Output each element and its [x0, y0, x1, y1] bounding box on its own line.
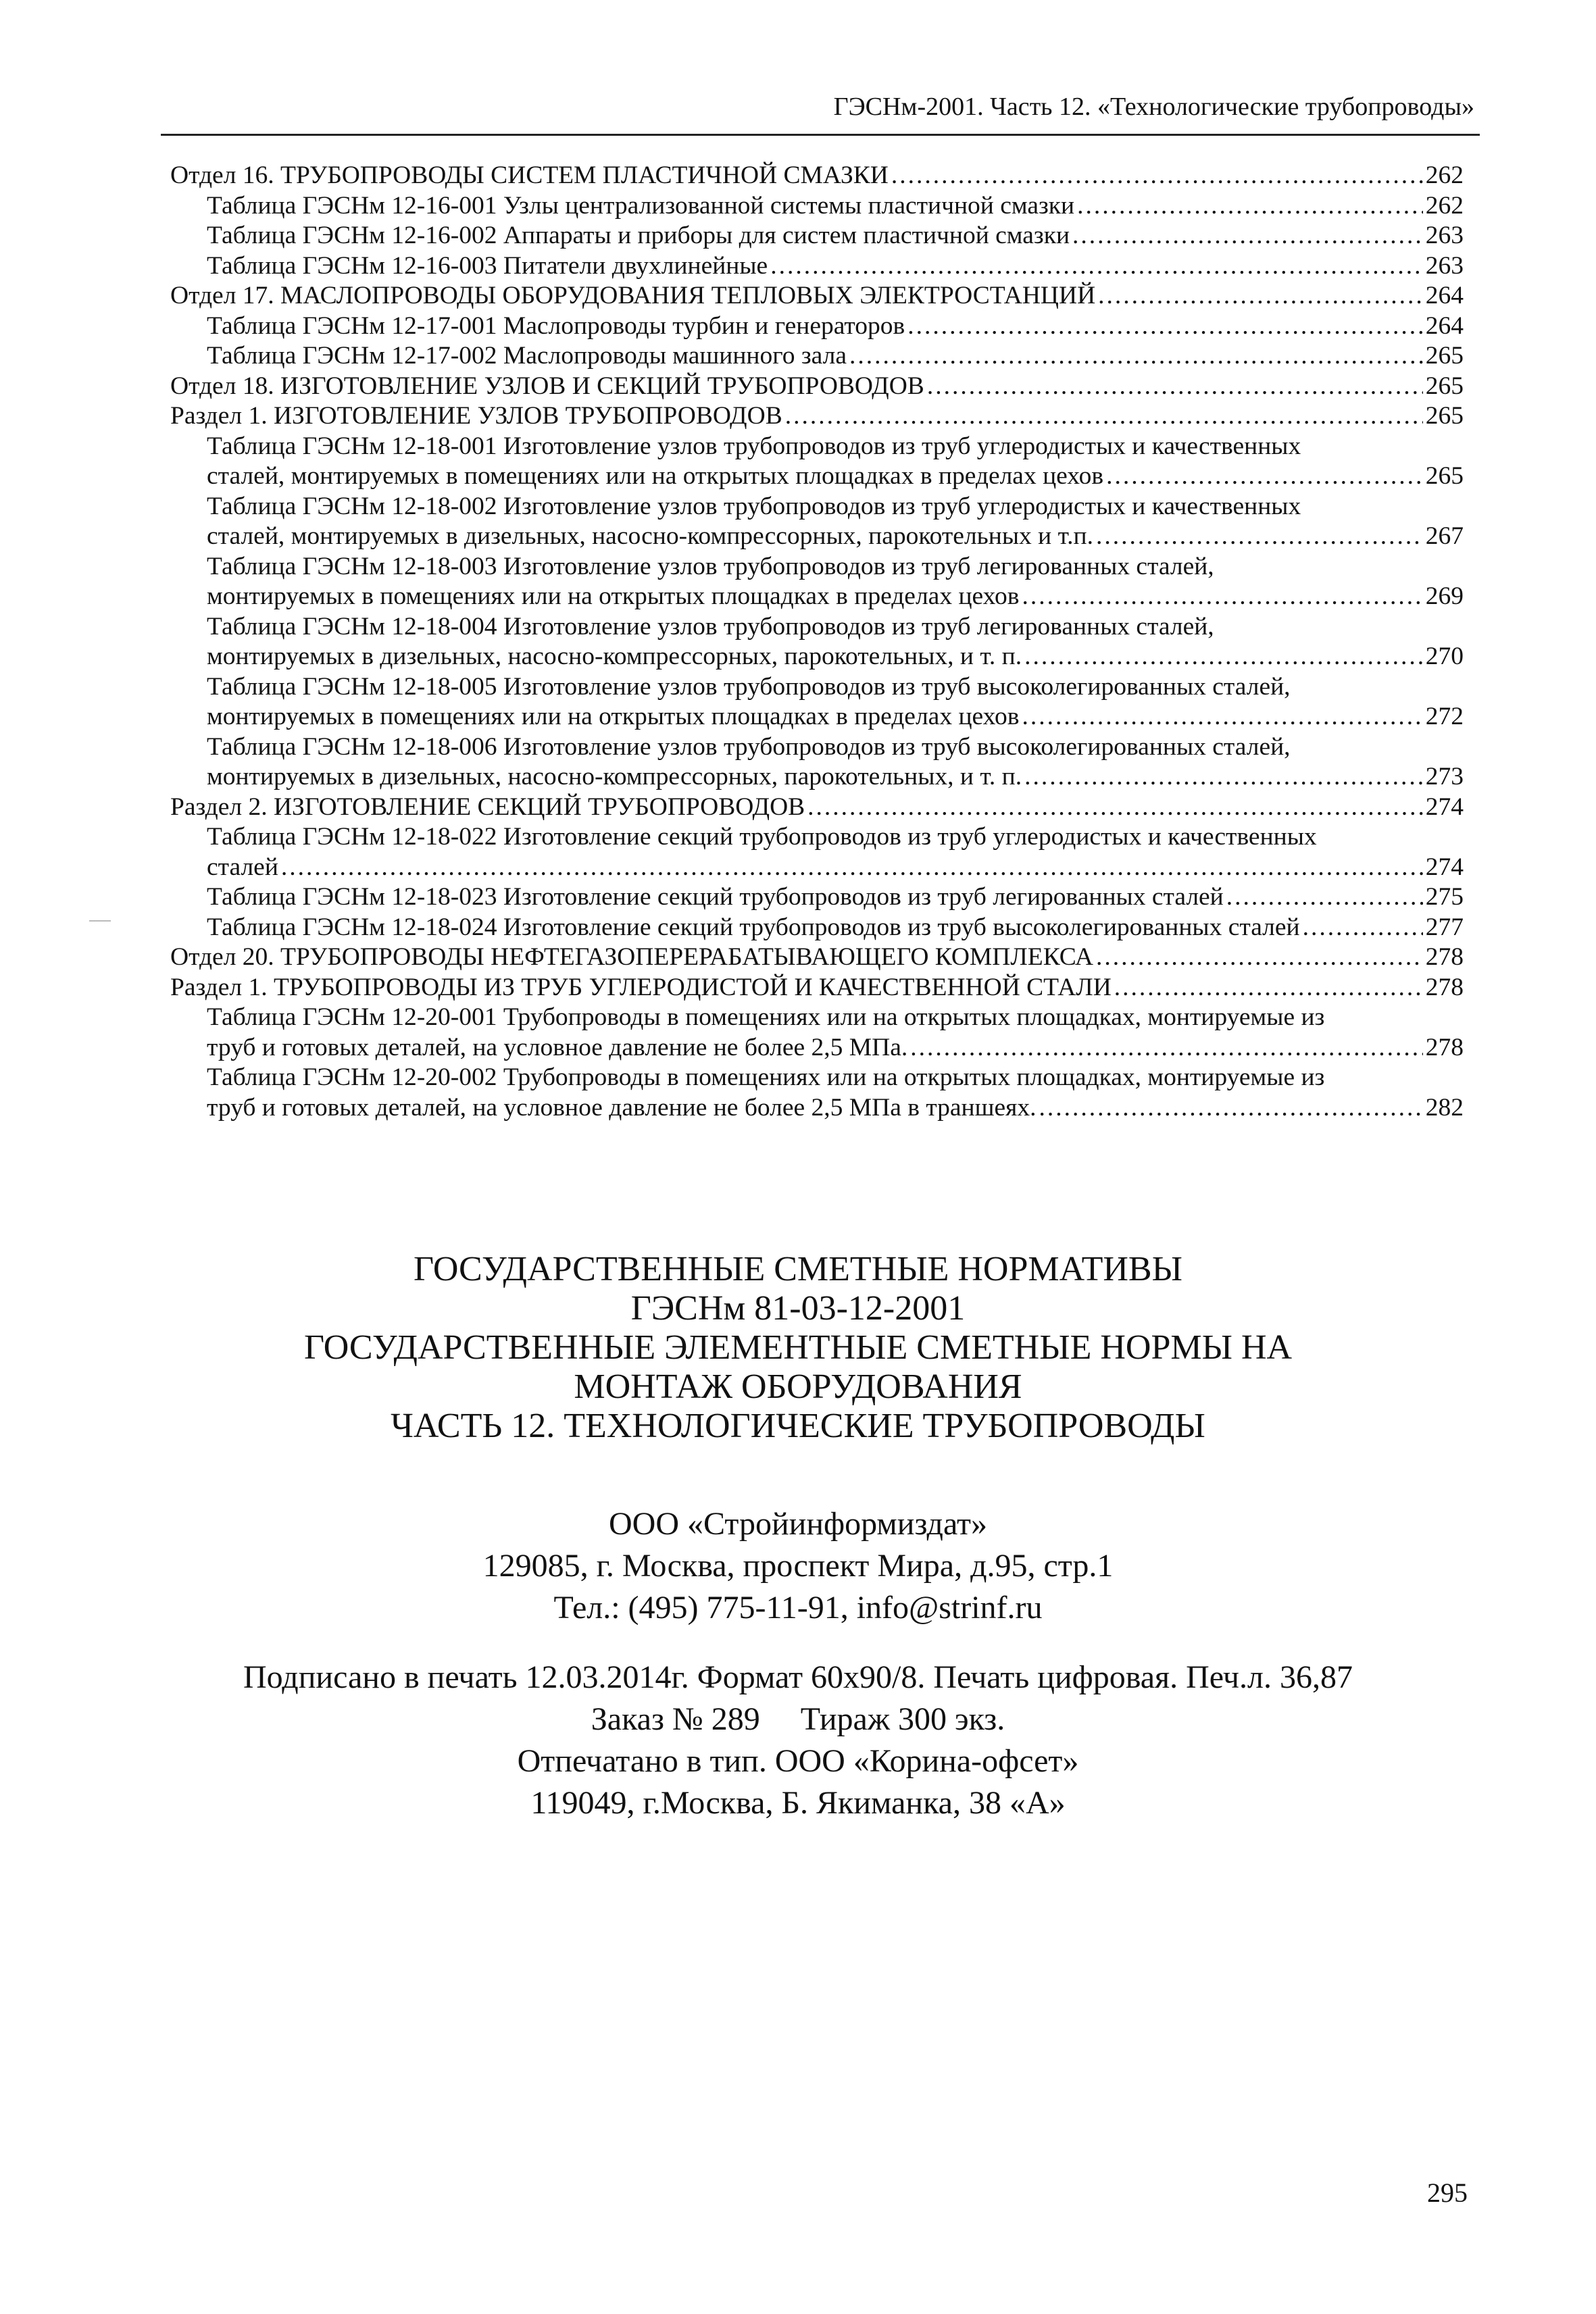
publisher-contacts: Тел.: (495) 775-11-91, info@strinf.ru — [553, 1590, 1043, 1626]
toc-section-entry — [170, 161, 1464, 191]
toc-table-entry — [170, 1063, 1464, 1123]
toc-section-entry — [170, 281, 1464, 311]
toc-entry-text: Таблица ГЭСНм 12-16-002 Аппараты и приборы для систем пластичной смазки — [207, 222, 1070, 249]
toc-entry-text: Таблица ГЭСНм 12-18-024 Изготовление секций трубопроводов из труб высоколегированных сталей — [207, 913, 1300, 941]
toc-entry-text: Отдел 16. ТРУБОПРОВОДЫ СИСТЕМ ПЛАСТИЧНОЙ СМАЗКИ — [170, 161, 889, 189]
toc-page-number: 278 — [1425, 1033, 1464, 1061]
toc-leader-dots — [907, 311, 1423, 342]
toc-leader-dots — [1106, 461, 1423, 492]
toc-table-entry — [170, 1003, 1464, 1063]
toc-page-number: 282 — [1425, 1093, 1464, 1122]
toc-leader-dots — [1077, 191, 1423, 222]
toc-entry-lead: Таблица ГЭСНм 12-18-001 Изготовление узлов трубопроводов из труб углеродистых и качественных — [207, 432, 1301, 460]
toc-entry-text: Таблица ГЭСНм 12-16-001 Узлы централизованной системы пластичной смазки — [207, 191, 1075, 220]
toc-entry-lead: Таблица ГЭСНм 12-18-005 Изготовление узлов трубопроводов из труб высоколегированных сталей, — [207, 672, 1291, 701]
toc-leader-dots — [1022, 702, 1422, 732]
toc-entry-lead: Таблица ГЭСНм 12-20-001 Трубопроводы в помещениях или на открытых площадках, монтируемые из — [207, 1003, 1325, 1031]
toc-page-number: 274 — [1425, 793, 1464, 821]
toc-page-number: 277 — [1425, 913, 1464, 941]
toc-table-entry — [170, 612, 1464, 672]
toc-entry-lead: Таблица ГЭСНм 12-18-003 Изготовление узлов трубопроводов из труб легированных сталей, — [207, 552, 1214, 580]
toc-leader-dots — [1303, 913, 1423, 943]
toc-section-entry — [170, 973, 1464, 1003]
title-line: ГОСУДАРСТВЕННЫЕ СМЕТНЫЕ НОРМАТИВЫ — [414, 1250, 1182, 1288]
toc-page-number: 272 — [1425, 703, 1464, 730]
toc-entry-text: Отдел 17. МАСЛОПРОВОДЫ ОБОРУДОВАНИЯ ТЕПЛОВЫХ ЭЛЕКТРОСТАНЦИЙ — [170, 282, 1096, 309]
toc-leader-dots — [1039, 1093, 1423, 1124]
toc-leader-dots — [1096, 522, 1423, 552]
toc-page-number: 263 — [1425, 251, 1464, 280]
toc-page-number: 265 — [1425, 372, 1464, 400]
toc-section-entry — [170, 942, 1464, 973]
toc-table-entry — [170, 672, 1464, 732]
toc-entry-text: труб и готовых деталей, на условное давление не более 2,5 МПа. — [207, 1033, 908, 1061]
toc-page-number: 278 — [1425, 943, 1464, 971]
toc-entry-lead: Таблица ГЭСНм 12-18-006 Изготовление узлов трубопроводов из труб высоколегированных сталей, — [207, 732, 1291, 761]
toc-table-entry — [170, 492, 1464, 552]
toc-leader-dots — [1226, 882, 1423, 913]
toc-leader-dots — [1114, 973, 1423, 1003]
toc-leader-dots — [770, 251, 1423, 282]
toc-leader-dots — [910, 1033, 1423, 1063]
toc-leader-dots — [1098, 281, 1423, 311]
table-of-contents — [170, 161, 1464, 1123]
toc-table-entry — [170, 913, 1464, 943]
toc-page-number: 275 — [1425, 883, 1464, 911]
toc-table-entry — [170, 191, 1464, 222]
toc-entry-text: Раздел 2. ИЗГОТОВЛЕНИЕ СЕКЦИЙ ТРУБОПРОВОДОВ — [170, 793, 805, 821]
toc-table-entry — [170, 341, 1464, 372]
publisher-address: 129085, г. Москва, проспект Мира, д.95, стр.1 — [482, 1548, 1114, 1584]
toc-section-entry — [170, 401, 1464, 432]
title-line: ГЭСНм 81-03-12-2001 — [630, 1289, 966, 1328]
imprint-run: Тираж 300 экз. — [800, 1701, 1005, 1737]
page-number: 295 — [1427, 2178, 1468, 2208]
toc-leader-dots — [849, 341, 1423, 372]
toc-table-entry — [170, 221, 1464, 251]
running-title: ГЭСНм-2001. Часть 12. «Технологические трубопроводы» — [833, 93, 1474, 121]
imprint-block — [0, 1657, 1596, 1824]
imprint-order: Заказ № 289 — [591, 1701, 760, 1737]
toc-entry-text: Таблица ГЭСНм 12-18-023 Изготовление секций трубопроводов из труб легированных сталей — [207, 883, 1224, 911]
title-line: ГОСУДАРСТВЕННЫЕ ЭЛЕМЕНТНЫЕ СМЕТНЫЕ НОРМЫ НА — [303, 1328, 1293, 1367]
toc-page-number: 267 — [1425, 522, 1464, 550]
toc-table-entry — [170, 432, 1464, 492]
toc-table-entry — [170, 311, 1464, 342]
toc-leader-dots — [785, 401, 1423, 432]
title-block — [0, 1250, 1596, 1446]
publisher-name: ООО «Стройинформиздат» — [609, 1506, 987, 1542]
toc-entry-lead: Таблица ГЭСНм 12-18-004 Изготовление узлов трубопроводов из труб легированных сталей, — [207, 612, 1214, 640]
imprint-printer-address: 119049, г.Москва, Б. Якиманка, 38 «А» — [530, 1785, 1066, 1821]
toc-page-number: 269 — [1425, 582, 1464, 610]
toc-leader-dots — [281, 853, 1423, 883]
toc-entry-text: Отдел 20. ТРУБОПРОВОДЫ НЕФТЕГАЗОПЕРЕРАБАТЫВАЮЩЕГО КОМПЛЕКСА — [170, 943, 1094, 971]
toc-page-number: 263 — [1425, 222, 1464, 249]
toc-page-number: 262 — [1425, 161, 1464, 189]
toc-entry-lead: Таблица ГЭСНм 12-18-002 Изготовление узлов трубопроводов из труб углеродистых и качественных — [207, 492, 1301, 520]
toc-leader-dots — [1096, 942, 1423, 973]
toc-leader-dots — [1024, 642, 1423, 672]
toc-entry-text: Таблица ГЭСНм 12-16-003 Питатели двухлинейные — [207, 251, 768, 280]
toc-entry-text: Таблица ГЭСНм 12-17-002 Маслопроводы машинного зала — [207, 342, 847, 370]
toc-table-entry — [170, 552, 1464, 612]
toc-leader-dots — [891, 161, 1423, 191]
imprint-signed: Подписано в печать 12.03.2014г. Формат 60х90/8. Печать цифровая. Печ.л. 36,87 — [243, 1659, 1353, 1695]
toc-page-number: 265 — [1425, 462, 1464, 490]
toc-entry-text: сталей — [207, 853, 278, 881]
toc-entry-text: труб и готовых деталей, на условное давление не более 2,5 МПа в траншеях. — [207, 1093, 1037, 1122]
toc-leader-dots — [927, 372, 1423, 402]
toc-entry-text: Отдел 18. ИЗГОТОВЛЕНИЕ УЗЛОВ И СЕКЦИЙ ТРУБОПРОВОДОВ — [170, 372, 924, 400]
toc-leader-dots — [1072, 221, 1423, 251]
title-line: МОНТАЖ ОБОРУДОВАНИЯ — [574, 1367, 1022, 1406]
toc-entry-text: Раздел 1. ИЗГОТОВЛЕНИЕ УЗЛОВ ТРУБОПРОВОДОВ — [170, 402, 782, 430]
toc-entry-text: сталей, монтируемых в дизельных, насосно-компрессорных, парокотельных и т.п. — [207, 522, 1093, 550]
toc-leader-dots — [1022, 582, 1422, 612]
toc-entry-text: монтируемых в дизельных, насосно-компрессорных, парокотельных, и т. п. — [207, 763, 1022, 790]
toc-entry-text: Таблица ГЭСНм 12-17-001 Маслопроводы турбин и генераторов — [207, 311, 905, 340]
toc-table-entry — [170, 822, 1464, 882]
toc-page-number: 265 — [1425, 402, 1464, 430]
toc-entry-text: Раздел 1. ТРУБОПРОВОДЫ ИЗ ТРУБ УГЛЕРОДИСТОЙ И КАЧЕСТВЕННОЙ СТАЛИ — [170, 973, 1112, 1001]
toc-table-entry — [170, 882, 1464, 913]
toc-table-entry — [170, 732, 1464, 793]
toc-page-number: 270 — [1425, 643, 1464, 670]
imprint-printed-at: Отпечатано в тип. ООО «Корина-офсет» — [517, 1743, 1079, 1779]
margin-mark — [89, 920, 111, 922]
toc-section-entry — [170, 372, 1464, 402]
toc-page-number: 264 — [1425, 311, 1464, 340]
toc-section-entry — [170, 793, 1464, 823]
toc-page-number: 262 — [1425, 191, 1464, 220]
toc-leader-dots — [807, 793, 1423, 823]
publisher-block — [0, 1503, 1596, 1629]
toc-page-number: 264 — [1425, 282, 1464, 309]
toc-table-entry — [170, 251, 1464, 282]
toc-entry-text: сталей, монтируемых в помещениях или на открытых площадках в пределах цехов — [207, 462, 1104, 490]
toc-entry-lead: Таблица ГЭСНм 12-18-022 Изготовление секций трубопроводов из труб углеродистых и качественных — [207, 823, 1317, 851]
toc-entry-text: монтируемых в помещениях или на открытых площадках в пределах цехов — [207, 703, 1020, 730]
toc-entry-text: монтируемых в дизельных, насосно-компрессорных, парокотельных, и т. п. — [207, 643, 1022, 670]
toc-page-number: 274 — [1425, 853, 1464, 881]
title-line: ЧАСТЬ 12. ТЕХНОЛОГИЧЕСКИЕ ТРУБОПРОВОДЫ — [391, 1407, 1205, 1445]
toc-page-number: 265 — [1425, 342, 1464, 370]
toc-page-number: 278 — [1425, 973, 1464, 1001]
toc-page-number: 273 — [1425, 763, 1464, 790]
toc-entry-lead: Таблица ГЭСНм 12-20-002 Трубопроводы в помещениях или на открытых площадках, монтируемые из — [207, 1063, 1325, 1091]
toc-entry-text: монтируемых в помещениях или на открытых площадках в пределах цехов — [207, 582, 1020, 610]
toc-leader-dots — [1024, 762, 1423, 793]
imprint-order-run — [0, 1699, 1596, 1740]
running-header — [161, 86, 1480, 136]
